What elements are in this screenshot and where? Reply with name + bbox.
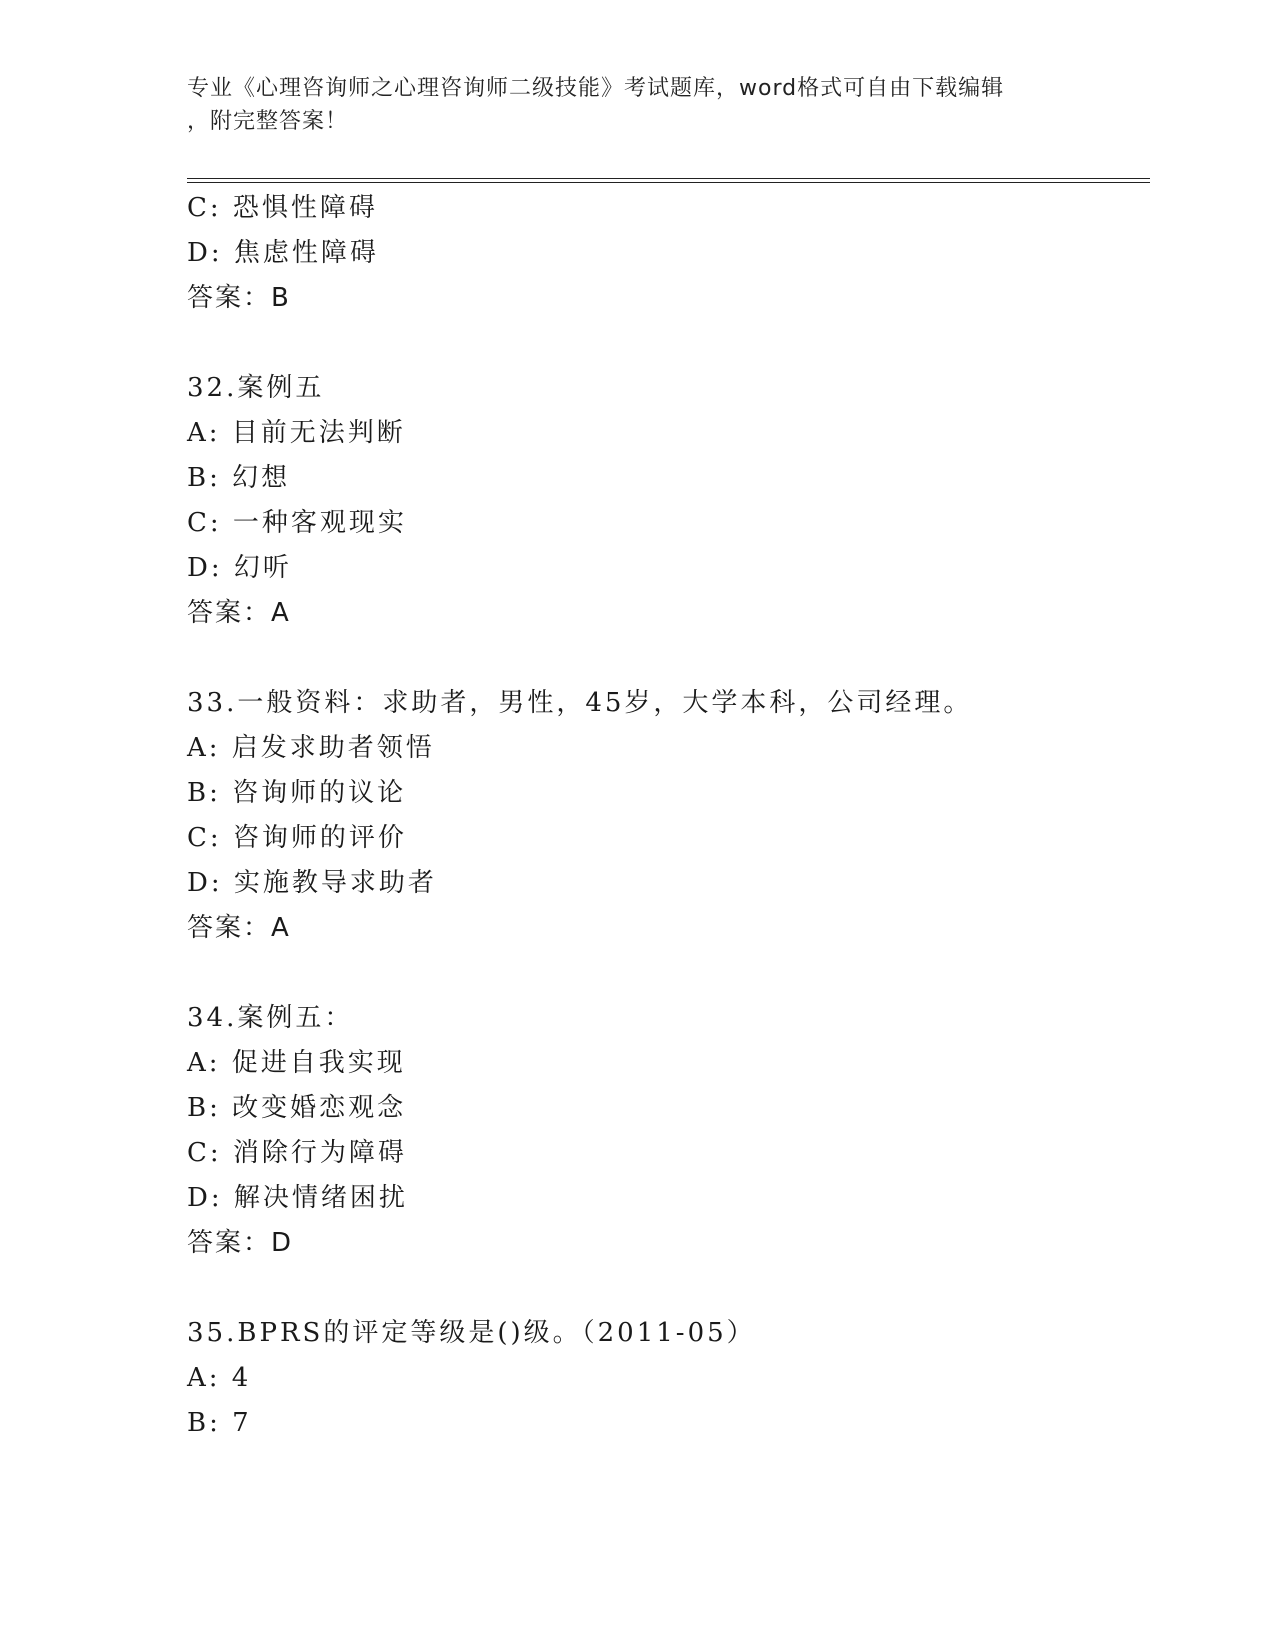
question-title: 33.一般资料：求助者，男性，45岁，大学本科，公司经理。 [187, 688, 973, 718]
option-a: A: 4 [187, 1363, 252, 1393]
answer-label: 答案：A [187, 913, 291, 943]
header-title-line-2: ，附完整答案！ [187, 109, 349, 134]
option-d: D: 解决情绪困扰 [187, 1183, 408, 1213]
option-a: A: 启发求助者领悟 [187, 733, 435, 763]
header-divider-top [187, 178, 1150, 179]
question-title: 35.BPRS的评定等级是()级。（2011-05） [187, 1318, 756, 1348]
document-header [187, 72, 1087, 138]
header-title-line-1: 专业《心理咨询师之心理咨询师二级技能》考试题库，word格式可自由下载编辑 [187, 76, 1005, 101]
question-title: 32.案例五 [187, 373, 325, 403]
header-divider-bottom [187, 182, 1150, 183]
option-c: C: 咨询师的评价 [187, 823, 407, 853]
option-b: B: 改变婚恋观念 [187, 1093, 407, 1123]
option-a: A: 目前无法判断 [187, 418, 406, 448]
question-title: 34.案例五： [187, 1003, 354, 1033]
option-a: A: 促进自我实现 [187, 1048, 406, 1078]
option-d: D: 幻听 [187, 553, 292, 583]
answer-label: 答案：D [187, 1228, 294, 1258]
option-c: C: 恐惧性障碍 [187, 193, 378, 223]
option-b: B: 咨询师的议论 [187, 778, 407, 808]
option-b: B: 7 [187, 1408, 252, 1438]
option-d: D: 实施教导求助者 [187, 868, 437, 898]
option-d: D: 焦虑性障碍 [187, 238, 379, 268]
option-c: C: 一种客观现实 [187, 508, 407, 538]
option-b: B: 幻想 [187, 463, 291, 493]
option-c: C: 消除行为障碍 [187, 1138, 407, 1168]
answer-label: 答案：B [187, 283, 291, 313]
answer-label: 答案：A [187, 598, 291, 628]
